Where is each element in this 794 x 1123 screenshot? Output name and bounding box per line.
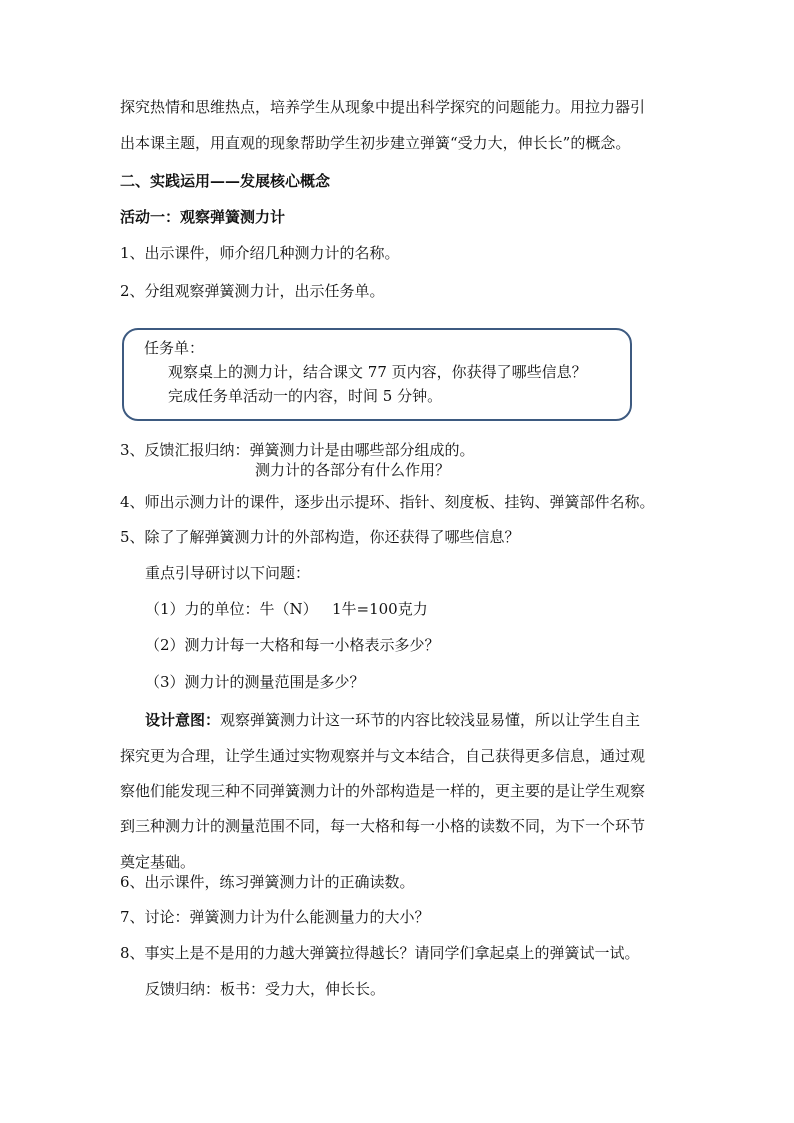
design-intent-line-5: 奠定基础。 <box>120 853 196 871</box>
activity-title: 活动一：观察弹簧测力计 <box>120 208 286 226</box>
feedback-summary: 反馈归纳：板书：受力大，伸长长。 <box>145 980 386 998</box>
design-intent-line-3: 察他们能发现三种不同弹簧测力计的外部构造是一样的，更主要的是让学生观察 <box>120 782 646 800</box>
step-3: 3、反馈汇报归纳：弹簧测力计是由哪些部分组成的。 <box>120 441 475 459</box>
design-intent-line-4: 到三种测力计的测量范围不同，每一大格和每一小格的读数不同，为下一个环节 <box>120 817 646 835</box>
question-2: （2）测力计每一大格和每一小格表示多少？ <box>145 636 440 654</box>
step-5: 5、除了了解弹簧测力计的外部构造，你还获得了哪些信息？ <box>120 528 520 546</box>
step-8: 8、事实上是不是用的力越大弹簧拉得越长？请同学们拿起桌上的弹簧试一试。 <box>120 944 640 962</box>
intro-line-1: 探究热情和思维热点，培养学生从现象中提出科学探究的问题能力。用拉力器引 <box>120 98 646 116</box>
step-2: 2、分组观察弹簧测力计，出示任务单。 <box>120 282 385 300</box>
section-title: 二、实践运用——发展核心概念 <box>120 172 331 190</box>
question-3: （3）测力计的测量范围是多少？ <box>145 673 365 691</box>
step-7: 7、讨论：弹簧测力计为什么能测量力的大小？ <box>120 908 430 926</box>
step-3-continued: 测力计的各部分有什么作用？ <box>255 461 451 479</box>
intro-line-2: 出本课主题，用直观的现象帮助学生初步建立弹簧“受力大，伸长长”的概念。 <box>120 134 631 152</box>
task-sheet-title: 任务单： <box>144 339 205 357</box>
design-intent-line-2: 探究更为合理，让学生通过实物观察并与文本结合，自己获得更多信息，通过观 <box>120 747 646 765</box>
step-1: 1、出示课件，师介绍几种测力计的名称。 <box>120 244 400 262</box>
design-intent-first-line <box>145 710 640 730</box>
question-1: （1）力的单位：牛（N） 1牛=100克力 <box>145 600 428 618</box>
task-sheet-line-2: 完成任务单活动一的内容，时间 5 分钟。 <box>168 387 443 405</box>
task-sheet-box <box>122 328 632 421</box>
step-6: 6、出示课件，练习弹簧测力计的正确读数。 <box>120 873 415 891</box>
design-intent-label: 设计意图： <box>145 711 221 729</box>
guide-text: 重点引导研讨以下问题： <box>145 564 311 582</box>
step-4: 4、师出示测力计的课件，逐步出示提环、指针、刻度板、挂钩、弹簧部件名称。 <box>120 493 655 511</box>
task-sheet-line-1: 观察桌上的测力计，结合课文 77 页内容，你获得了哪些信息？ <box>168 363 587 381</box>
design-intent-text-1: 观察弹簧测力计这一环节的内容比较浅显易懂，所以让学生自主 <box>220 711 641 729</box>
